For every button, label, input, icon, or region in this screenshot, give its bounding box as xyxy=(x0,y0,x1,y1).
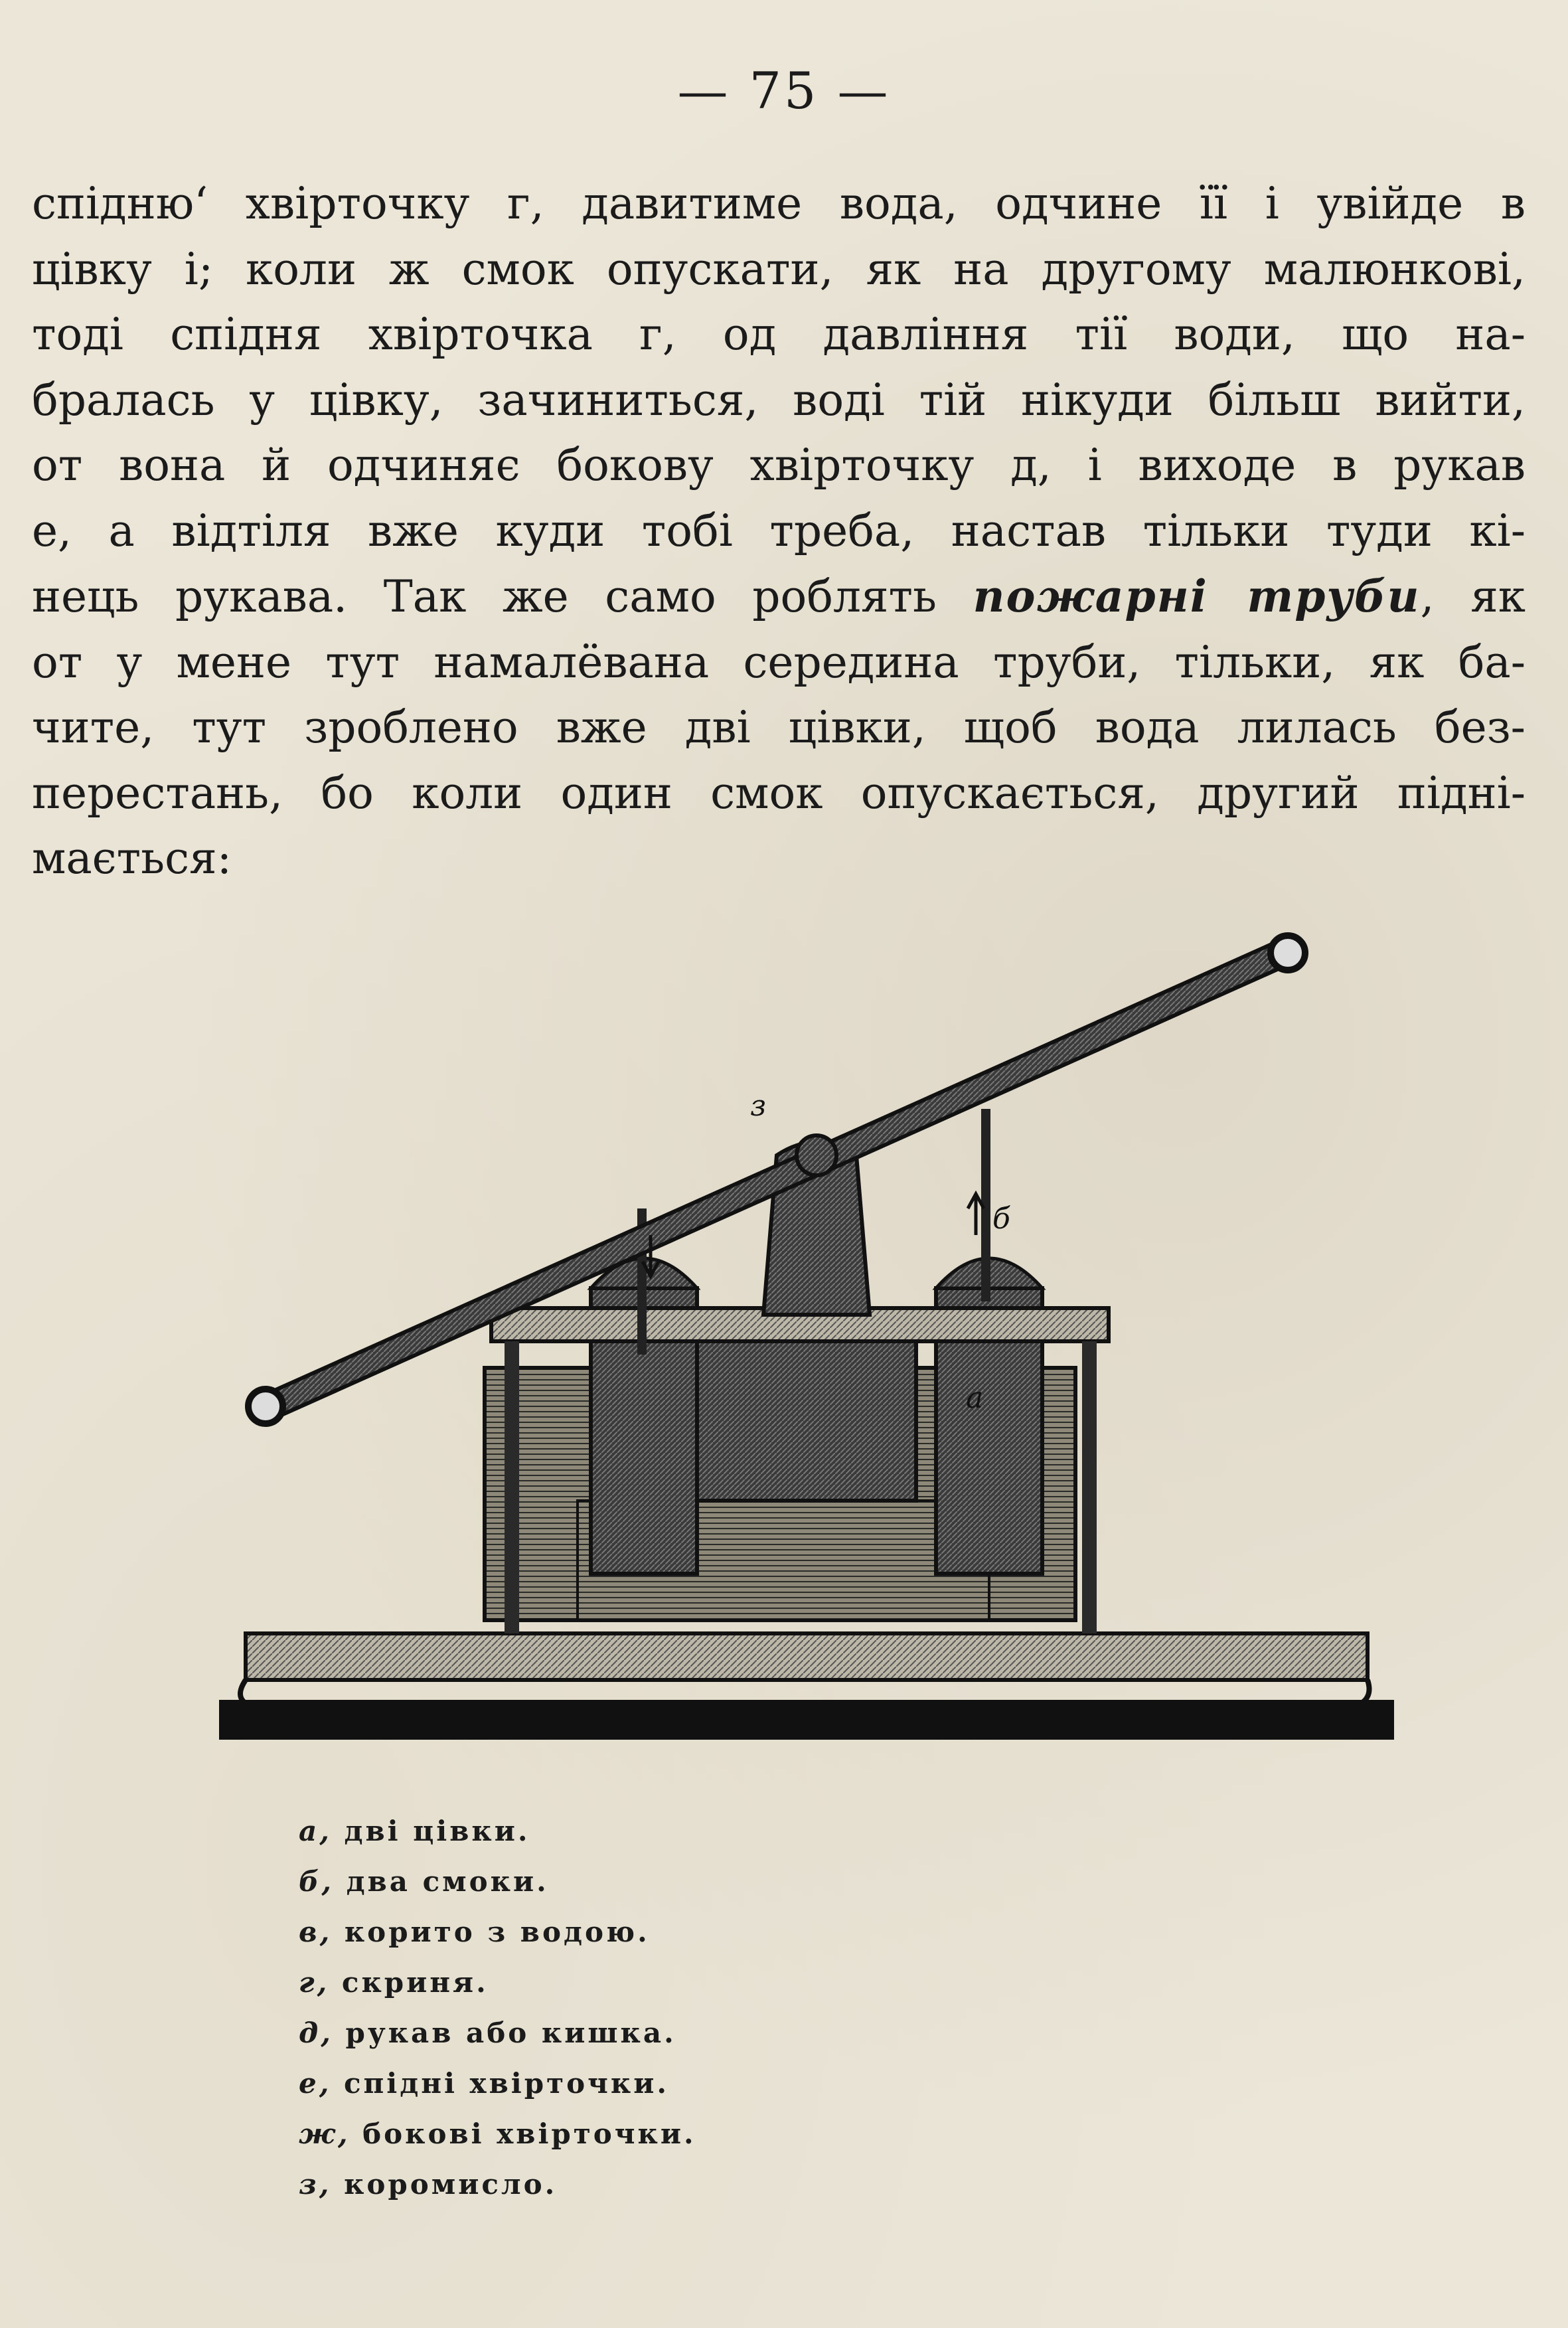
legend-letter: з, xyxy=(299,2168,332,2201)
legend-item xyxy=(299,1857,696,1907)
legend-letter: б, xyxy=(299,1865,334,1898)
legend-text: корито з водою. xyxy=(344,1916,650,1948)
legend-letter: е, xyxy=(299,2067,332,2100)
lever-end-left xyxy=(248,1389,283,1424)
body-line-text: нець рукава. Так же само роблять xyxy=(32,571,937,622)
lever-pivot xyxy=(797,1135,836,1175)
legend-item xyxy=(299,2008,696,2058)
legend-text: скриня. xyxy=(341,1966,489,1999)
body-line: мається: xyxy=(32,833,232,884)
body-line: е, а відтіля вже куди тобі треба, настав тільки туди кі- xyxy=(32,505,1526,556)
body-line: бралась у цівку, зачиниться, воді тій нікуди більш вийти, xyxy=(32,374,1526,426)
legend-item xyxy=(299,2058,696,2109)
legend-text: дві цівки. xyxy=(344,1815,530,1847)
legend-letter: в, xyxy=(299,1916,333,1948)
box-chamber xyxy=(697,1321,916,1501)
body-line: чите, тут зроблено вже дві цівки, щоб вода лилась без- xyxy=(32,702,1526,753)
body-line: цівку і; коли ж смок опускати, як на другому малюнкові, xyxy=(32,243,1526,295)
label-lever: з xyxy=(750,1089,766,1123)
legend-text: коромисло. xyxy=(344,2168,558,2201)
page-number: — 75 — xyxy=(677,61,891,120)
emphasis-phrase: пожарні труби xyxy=(973,570,1421,622)
fire-pump-illustration xyxy=(219,916,1394,1780)
legend-item xyxy=(299,1806,696,1857)
legend-text: два смоки. xyxy=(346,1865,549,1898)
lever-end-right xyxy=(1271,936,1305,970)
legend-text: бокові хвірточки. xyxy=(362,2118,696,2150)
legend-item xyxy=(299,1907,696,1957)
legend-letter: д, xyxy=(299,2017,333,2049)
label-vessel: а xyxy=(966,1381,984,1415)
label-arrow: б xyxy=(992,1202,1010,1236)
body-line: от у мене тут намалёвана середина труби, тільки, як ба- xyxy=(32,636,1526,688)
legend-text: спідні хвірточки. xyxy=(343,2067,669,2100)
legend-text: рукав або кишка. xyxy=(345,2017,676,2049)
left-post xyxy=(505,1341,519,1633)
legend-letter: ж, xyxy=(299,2118,351,2150)
body-line: перестань, бо коли один смок опускається, другий підні- xyxy=(32,767,1526,819)
base-board xyxy=(246,1633,1368,1680)
legend-item xyxy=(299,2109,696,2159)
legend-item xyxy=(299,1957,696,2008)
figure-legend xyxy=(299,1806,696,2210)
right-post xyxy=(1082,1341,1097,1633)
body-line-with-emphasis xyxy=(32,564,1526,630)
body-line-tail: , як xyxy=(1420,571,1526,622)
body-line: от вона й одчиняє бокову хвірточку д, і виходе в рукав xyxy=(32,440,1526,491)
body-line: спідню‘ хвірточку г, давитиме вода, одчине її і увійде в xyxy=(32,178,1526,229)
legend-item xyxy=(299,2159,696,2210)
body-line: тоді спідня хвірточка г, од давління тії води, що на- xyxy=(32,309,1526,360)
legend-letter: а, xyxy=(299,1815,332,1847)
legend-letter: г, xyxy=(299,1966,330,1999)
body-paragraph xyxy=(32,171,1526,892)
